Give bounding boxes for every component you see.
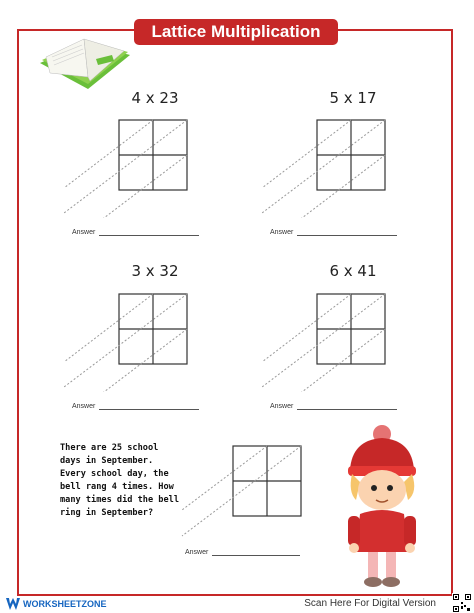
- lattice-grid-2: [260, 118, 390, 218]
- answer-line-5[interactable]: Answer: [185, 549, 300, 556]
- answer-line-4[interactable]: Answer: [270, 403, 397, 410]
- answer-line-3[interactable]: Answer: [72, 403, 199, 410]
- open-book-icon: [38, 33, 133, 95]
- lattice-grid-5: [180, 444, 310, 544]
- brand-name: WORKSHEETZONE: [23, 599, 107, 609]
- problem-2-label: 5 x 17: [329, 89, 377, 107]
- worksheetzone-logo-icon: [6, 598, 20, 610]
- problem-3-label: 3 x 32: [131, 262, 179, 280]
- lattice-grid-4: [260, 292, 390, 392]
- problem-1-label: 4 x 23: [131, 89, 179, 107]
- worksheetzone-logo[interactable]: [6, 598, 107, 610]
- girl-in-winter-hat-illustration: [338, 422, 428, 592]
- lattice-grid-3: [62, 292, 192, 392]
- scan-here-text: Scan Here For Digital Version: [304, 598, 436, 609]
- page-title: Lattice Multiplication: [134, 19, 338, 45]
- lattice-grid-1: [62, 118, 192, 218]
- word-problem-text: There are 25 school days in September. Every school day, the bell rang 4 times. How many times did the bell ring in September?: [60, 443, 179, 518]
- answer-line-2[interactable]: Answer: [270, 229, 397, 236]
- qr-code-icon[interactable]: [452, 593, 472, 613]
- problem-4-label: 6 x 41: [329, 262, 377, 280]
- answer-line-1[interactable]: Answer: [72, 229, 199, 236]
